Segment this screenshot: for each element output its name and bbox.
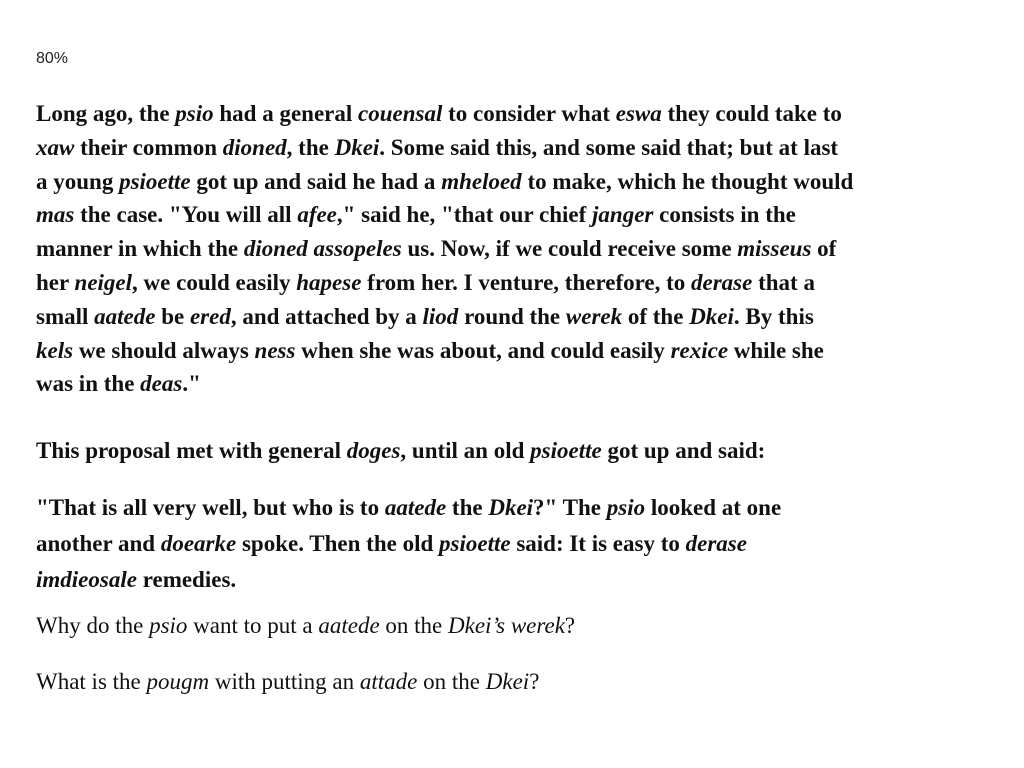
zoom-level-indicator: 80% (36, 50, 69, 67)
nonsense-word: psio (606, 495, 646, 520)
nonsense-word: Dkei (488, 495, 534, 520)
nonsense-word: derase (691, 269, 753, 295)
nonsense-word: afee (297, 202, 337, 228)
nonsense-word: ered (189, 303, 231, 329)
nonsense-word: werek (565, 303, 623, 329)
nonsense-word: psioette (119, 168, 191, 194)
nonsense-word: dioned (222, 134, 287, 160)
nonsense-word: Dkei (485, 669, 530, 694)
nonsense-word: liod (422, 303, 459, 329)
nonsense-word: Dkei’s werek (448, 613, 565, 638)
text-line: mas the case. "You will all afee," said he, "that our chief janger consists in the (36, 202, 796, 228)
nonsense-word: psio (149, 613, 188, 638)
nonsense-word: aatede (318, 613, 380, 638)
nonsense-word: psioette (530, 438, 602, 463)
nonsense-word: doearke (160, 531, 237, 556)
nonsense-word: deas (140, 371, 183, 397)
nonsense-word: hapese (296, 269, 362, 295)
nonsense-word: psioette (439, 531, 511, 556)
nonsense-word: psio (175, 101, 214, 126)
nonsense-word: dioned assopeles (243, 236, 402, 262)
nonsense-word: attade (359, 669, 418, 694)
question-1 (36, 609, 575, 643)
text-line: was in the deas." (36, 371, 201, 397)
nonsense-word: misseus (737, 236, 812, 262)
nonsense-word: mheloed (441, 168, 522, 194)
nonsense-word: couensal (358, 101, 443, 126)
passage-paragraph-1 (36, 97, 853, 401)
nonsense-word: aatede (94, 303, 156, 329)
nonsense-word: janger (592, 202, 654, 228)
passage-paragraph-3 (36, 490, 781, 598)
nonsense-word: pougm (146, 669, 210, 694)
text-line: This proposal met with general doges, until an old psioette got up and said: (36, 438, 766, 463)
text-line: small aatede be ered, and attached by a liod round the werek of the Dkei. By this (36, 303, 814, 329)
nonsense-word: neigel (74, 269, 133, 295)
nonsense-word: kels (36, 337, 74, 363)
nonsense-word: imdieosale (36, 567, 137, 592)
nonsense-word: Dkei (689, 303, 734, 329)
nonsense-word: Dkei (334, 134, 380, 160)
text-line: xaw their common dioned, the Dkei. Some said this, and some said that; but at last (36, 134, 839, 160)
nonsense-word: eswa (615, 101, 662, 126)
nonsense-word: mas (36, 202, 75, 228)
text-line: her neigel, we could easily hapese from her. I venture, therefore, to derase that a (36, 269, 815, 295)
text-line: a young psioette got up and said he had a mheloed to make, which he thought would (36, 168, 854, 194)
text-line: kels we should always ness when she was about, and could easily rexice while she (36, 337, 824, 363)
text-line: "That is all very well, but who is to aatede the Dkei?" The psio looked at one (36, 495, 782, 520)
question-2 (36, 665, 539, 699)
passage-paragraph-2 (36, 434, 765, 468)
text-line: manner in which the dioned assopeles us. Now, if we could receive some misseus of (36, 236, 837, 262)
text-line: Why do the psio want to put a aatede on the Dkei’s werek? (36, 613, 576, 638)
nonsense-word: rexice (670, 337, 729, 363)
text-line: another and doearke spoke. Then the old psioette said: It is easy to derase (36, 531, 747, 556)
nonsense-word: doges (346, 438, 401, 463)
nonsense-word: ness (254, 337, 296, 363)
nonsense-word: aatede (384, 495, 447, 520)
text-line: What is the pougm with putting an attade on the Dkei? (36, 669, 540, 694)
nonsense-word: xaw (36, 134, 75, 160)
text-line: Long ago, the psio had a general couensal to consider what eswa they could take to (36, 101, 842, 126)
nonsense-word: derase (685, 531, 747, 556)
text-line: imdieosale remedies. (36, 567, 237, 592)
